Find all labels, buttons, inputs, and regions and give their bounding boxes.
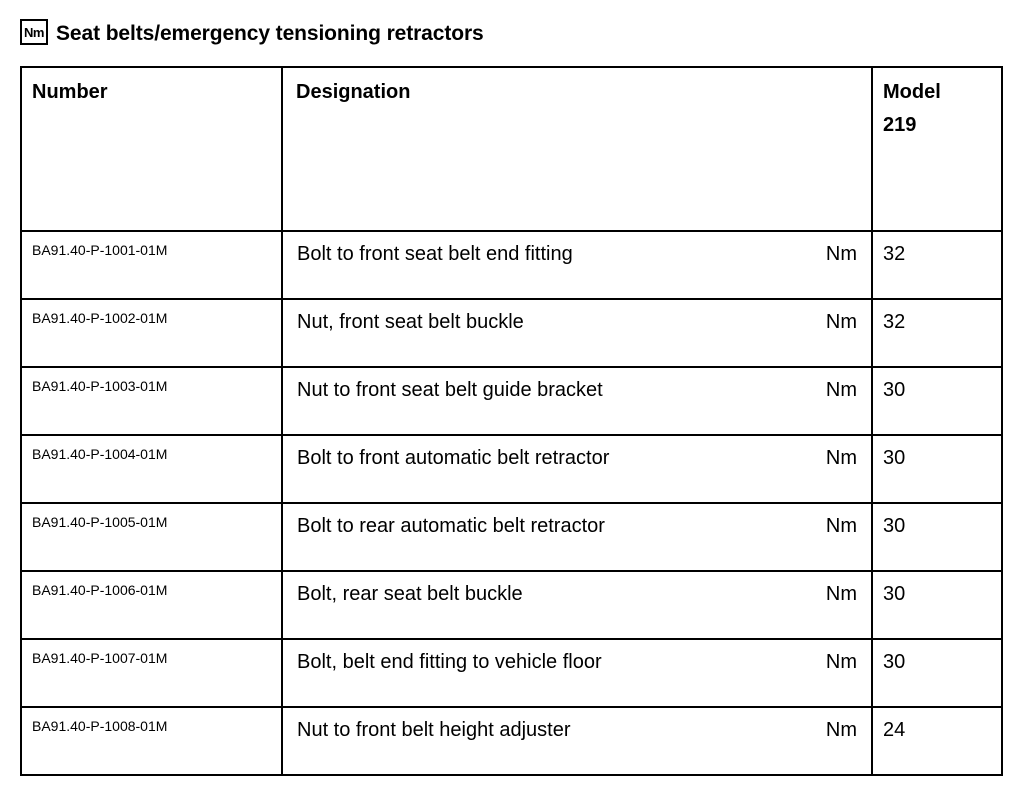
torque-value: 30 — [872, 367, 1002, 435]
torque-value: 30 — [872, 639, 1002, 707]
unit-label: Nm — [825, 311, 857, 333]
unit-label: Nm — [825, 651, 857, 673]
table-row — [21, 639, 1002, 707]
designation-cell — [282, 299, 872, 367]
designation-text: Bolt, belt end fitting to vehicle floor — [297, 651, 602, 673]
part-number: BA91.40-P-1006-01M — [21, 571, 282, 639]
designation-cell — [282, 571, 872, 639]
table-header-row — [21, 67, 1002, 231]
designation-cell — [282, 707, 872, 775]
unit-label: Nm — [825, 719, 857, 741]
designation-text: Nut, front seat belt buckle — [297, 311, 524, 333]
torque-value: 30 — [872, 435, 1002, 503]
torque-spec-table — [20, 66, 1003, 776]
part-number: BA91.40-P-1003-01M — [21, 367, 282, 435]
part-number: BA91.40-P-1007-01M — [21, 639, 282, 707]
unit-label: Nm — [825, 447, 857, 469]
designation-text: Nut to front belt height adjuster — [297, 719, 571, 741]
designation-text: Bolt to rear automatic belt retractor — [297, 515, 605, 537]
column-header-model-number: 219 — [883, 114, 917, 136]
torque-nm-icon: Nm — [20, 19, 48, 45]
table-row — [21, 503, 1002, 571]
column-header-designation: Designation — [282, 67, 872, 231]
table-row — [21, 571, 1002, 639]
part-number: BA91.40-P-1008-01M — [21, 707, 282, 775]
designation-text: Bolt, rear seat belt buckle — [297, 583, 523, 605]
column-header-model-label: Model — [883, 81, 941, 103]
unit-label: Nm — [825, 515, 857, 537]
unit-label: Nm — [825, 379, 857, 401]
part-number: BA91.40-P-1002-01M — [21, 299, 282, 367]
table-row — [21, 435, 1002, 503]
torque-value: 32 — [872, 299, 1002, 367]
part-number: BA91.40-P-1001-01M — [21, 231, 282, 299]
unit-label: Nm — [825, 583, 857, 605]
designation-cell — [282, 435, 872, 503]
designation-text: Bolt to front seat belt end fitting — [297, 243, 573, 265]
table-row — [21, 707, 1002, 775]
part-number: BA91.40-P-1005-01M — [21, 503, 282, 571]
table-row — [21, 367, 1002, 435]
unit-label: Nm — [825, 243, 857, 265]
torque-value: 32 — [872, 231, 1002, 299]
column-header-number: Number — [21, 67, 282, 231]
designation-cell — [282, 367, 872, 435]
section-header — [20, 18, 484, 50]
column-header-model — [872, 67, 1002, 231]
torque-value: 24 — [872, 707, 1002, 775]
table-row — [21, 299, 1002, 367]
designation-cell — [282, 503, 872, 571]
page-title: Seat belts/emergency tensioning retractors — [56, 22, 484, 45]
designation-text: Bolt to front automatic belt retractor — [297, 447, 610, 469]
table-row — [21, 231, 1002, 299]
torque-value: 30 — [872, 503, 1002, 571]
part-number: BA91.40-P-1004-01M — [21, 435, 282, 503]
designation-cell — [282, 639, 872, 707]
torque-value: 30 — [872, 571, 1002, 639]
designation-cell — [282, 231, 872, 299]
designation-text: Nut to front seat belt guide bracket — [297, 379, 603, 401]
